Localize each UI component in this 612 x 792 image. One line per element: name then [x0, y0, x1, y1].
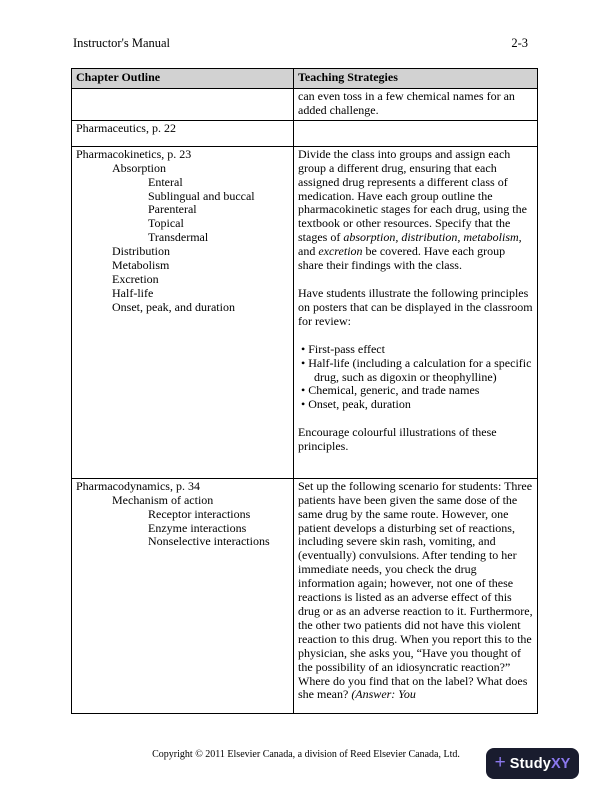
teaching-strategies-cell: [294, 120, 538, 146]
column-header-chapter-outline: Chapter Outline: [72, 69, 294, 89]
outline-item: Excretion: [112, 272, 159, 286]
table-header-row: [72, 69, 538, 89]
bullet-item: • Onset, peak, duration: [301, 397, 411, 412]
studyxy-logo[interactable]: [486, 748, 579, 779]
outline-item: Nonselective interactions: [148, 535, 270, 549]
strategy-paragraph: Set up the following scenario for students: Three patients have been given the same dose of the same drug by the same route. However, one patient develops a disturbing set of reactions, including severe skin rash, vomiting, and (eventually) convulsions. After tending to her immediate needs, you check the drug information again; however, not one of these reactions is listed as an adverse effect of this drug or as an adverse reaction to it. Furthermore, the other two patients did not have this violent reaction to this drug. When you report this to the physician, she asks you, “Have you thought of the possibility of an idiosyncratic reaction?” Where do you find that on the label? What does she mean? (Answer: You: [298, 478, 533, 702]
chapter-outline-cell: [72, 146, 294, 478]
bullet-item: • First-pass effect: [301, 341, 385, 356]
outline-item: Transdermal: [148, 231, 209, 245]
outline-item: Pharmaceutics, p. 22: [76, 121, 176, 135]
bullet-item: • Chemical, generic, and trade names: [301, 383, 480, 398]
teaching-strategies-cell: [294, 478, 538, 713]
chapter-outline-cell: [72, 120, 294, 146]
table-row: [72, 146, 538, 478]
strategy-paragraph: Divide the class into groups and assign each group a different drug, ensuring that each assigned drug represents a different class of medication. Have each group outline the pharmacokinetic stages for each drug, using the textbook or other resources. Specify that the stages of absorption, distribution, metabolism, and excretion be covered. Have each group share their findings with the class.: [298, 146, 527, 273]
outline-item: Pharmacodynamics, p. 34: [76, 479, 200, 493]
chapter-outline-cell: [72, 478, 294, 713]
logo-text-primary: Study: [509, 755, 552, 772]
header-page-number: 2-3: [511, 36, 528, 50]
outline-item: Half-life: [112, 286, 154, 300]
strategy-paragraph: can even toss in a few chemical names for an added challenge.: [298, 89, 515, 117]
outline-item: Receptor interactions: [148, 507, 251, 521]
column-header-teaching-strategies: Teaching Strategies: [294, 69, 538, 89]
outline-item: Enteral: [148, 175, 183, 189]
copyright-text: Copyright © 2011 Elsevier Canada, a division of Reed Elsevier Canada, Ltd.: [152, 749, 460, 760]
outline-item: Pharmacokinetics, p. 23: [76, 147, 192, 161]
outline-item: Topical: [148, 217, 184, 231]
chapter-table: [71, 68, 538, 714]
header-document-title: Instructor's Manual: [73, 36, 171, 50]
strategy-paragraph: Encourage colourful illustrations of these principles.: [298, 425, 497, 454]
outline-item: Sublingual and buccal: [148, 189, 255, 203]
teaching-strategies-cell: [294, 146, 538, 478]
outline-item: Parenteral: [148, 203, 197, 217]
outline-item: Distribution: [112, 245, 171, 259]
table-row: [72, 89, 538, 121]
teaching-strategies-cell: [294, 89, 538, 121]
paragraph-gap: [298, 412, 533, 426]
chapter-outline-cell: [72, 89, 294, 121]
paragraph-gap: [298, 329, 533, 343]
outline-item: Absorption: [112, 161, 166, 175]
logo-text-accent: XY: [551, 755, 571, 772]
bullet-item: • Half-life (including a calculation for a specific drug, such as digoxin or theophylline): [301, 355, 532, 384]
outline-item: Onset, peak, and duration: [112, 300, 235, 314]
paragraph-gap: [298, 273, 533, 287]
table-row: [72, 120, 538, 146]
outline-item: Metabolism: [112, 259, 170, 273]
page-header: [73, 36, 528, 51]
outline-item: Enzyme interactions: [148, 521, 247, 535]
table-body: [72, 89, 538, 714]
plus-icon: +: [494, 752, 506, 773]
strategy-paragraph: Have students illustrate the following principles on posters that can be displayed in the classroom for review:: [298, 285, 533, 328]
outline-item: Mechanism of action: [112, 493, 214, 507]
table-row: [72, 478, 538, 713]
